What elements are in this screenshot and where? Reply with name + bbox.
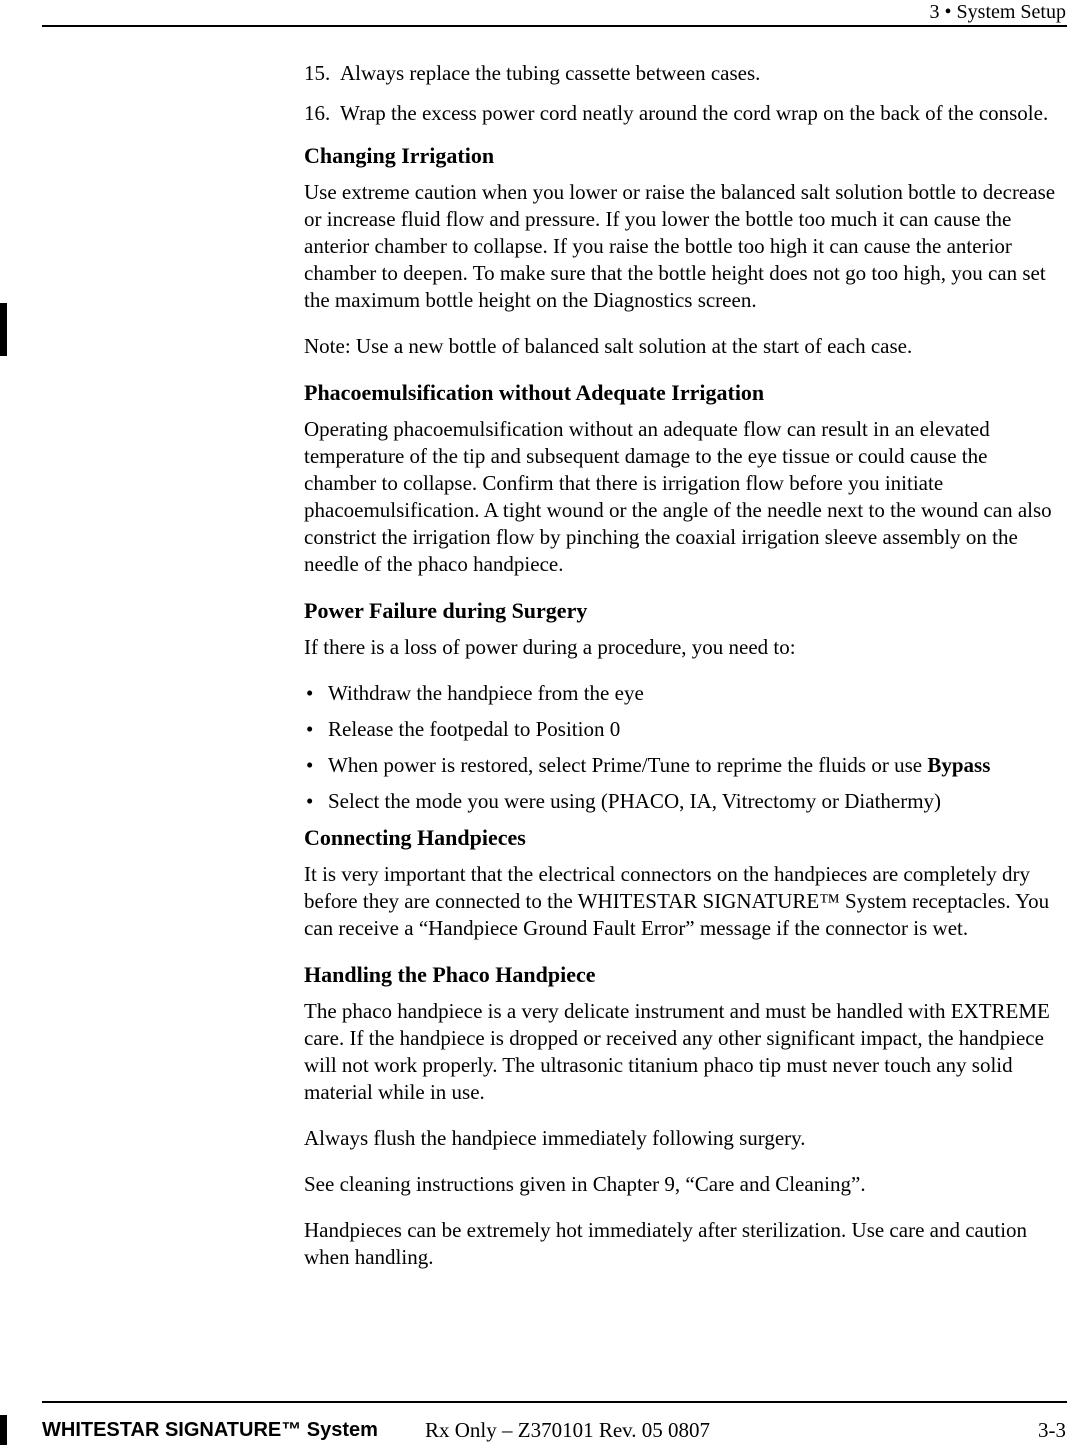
bullet-glyph: •: [306, 753, 314, 777]
list-item: [304, 752, 1064, 779]
item-text: Always replace the tubing cassette between cases.: [340, 61, 761, 85]
item-number: 16.: [304, 101, 331, 125]
list-item: [304, 788, 1064, 815]
heading-changing-irrigation: Changing Irrigation: [304, 143, 495, 168]
paragraph: Operating phacoemulsification without an adequate flow can result in an elevated temperature of the tip and subsequent damage to the eye tissue or could cause the chamber to collapse. Confirm that there is irrigation flow before you initiate phacoemulsification. A tight wound or the angle of the needle next to the wound can also constrict the irrigation flow by pinching the coaxial irrigation sleeve assembly on the needle of the phaco handpiece.: [304, 417, 1052, 576]
list-item-text-wrap: [328, 752, 1064, 779]
list-item-text: Withdraw the handpiece from the eye: [328, 681, 644, 705]
bullet-glyph: •: [306, 717, 314, 741]
paragraph: Handpieces can be extremely hot immediately after sterilization. Use care and caution when handling.: [304, 1218, 1028, 1269]
paragraph: The phaco handpiece is a very delicate instrument and must be handled with EXTREME care. If the handpiece is dropped or received any other significant impact, the handpiece will not work properly. The ultrasonic titanium phaco tip must never touch any solid material while in use.: [304, 999, 1050, 1104]
list-item: [304, 680, 1064, 707]
list-item: [304, 716, 1064, 743]
list-item-text: Release the footpedal to Position 0: [328, 717, 621, 741]
page-content: [304, 60, 1064, 1290]
bullet-glyph: •: [306, 681, 314, 705]
bullet-glyph: •: [306, 789, 314, 813]
change-bar: [0, 303, 7, 356]
paragraph: It is very important that the electrical connectors on the handpieces are completely dry before they are connected to the WHITESTAR SIGNATURE™ System receptacles. You can receive a “Handpiece Ground Fault Error” message if the connector is wet.: [304, 862, 1050, 940]
bullet-list: [304, 680, 1064, 815]
header-rule: [42, 25, 1067, 27]
paragraph: Always flush the handpiece immediately following surgery.: [304, 1126, 806, 1150]
numbered-item: [304, 100, 1064, 127]
item-text: Wrap the excess power cord neatly around the cord wrap on the back of the console.: [340, 101, 1049, 125]
item-number: 15.: [304, 61, 331, 85]
note-paragraph: Note: Use a new bottle of balanced salt solution at the start of each case.: [304, 334, 913, 358]
page-number: 3-3: [1038, 1418, 1066, 1442]
paragraph: If there is a loss of power during a procedure, you need to:: [304, 635, 796, 659]
footer-product-name: WHITESTAR SIGNATURE™ System: [42, 1419, 378, 1441]
heading-handling-phaco: Handling the Phaco Handpiece: [304, 962, 596, 987]
footer-rule: [42, 1401, 1067, 1403]
heading-connecting-handpieces: Connecting Handpieces: [304, 825, 526, 850]
heading-phaco-without-irrigation: Phacoemulsification without Adequate Irrigation: [304, 380, 765, 405]
paragraph: Use extreme caution when you lower or raise the balanced salt solution bottle to decrease or increase fluid flow and pressure. If you lower the bottle too much it can cause the anterior chamber to collapse. If you raise the bottle too high it can cause the anterior chamber to deepen. To make sure that the bottle height does not go too high, you can set the maximum bottle height on the Diagnostics screen.: [304, 180, 1056, 312]
running-header: 3 • System Setup: [929, 1, 1066, 23]
bypass-label: Bypass: [927, 753, 991, 777]
numbered-item: [304, 60, 1064, 87]
heading-power-failure: Power Failure during Surgery: [304, 598, 588, 623]
footer-change-bar: [0, 1415, 7, 1445]
footer-doc-info: Rx Only – Z370101 Rev. 05 0807: [425, 1418, 711, 1442]
paragraph: See cleaning instructions given in Chapter 9, “Care and Cleaning”.: [304, 1172, 866, 1196]
list-item-text: Select the mode you were using (PHACO, IA, Vitrectomy or Diathermy): [328, 789, 942, 813]
list-item-text: When power is restored, select Prime/Tune to reprime the fluids or use: [328, 753, 928, 777]
